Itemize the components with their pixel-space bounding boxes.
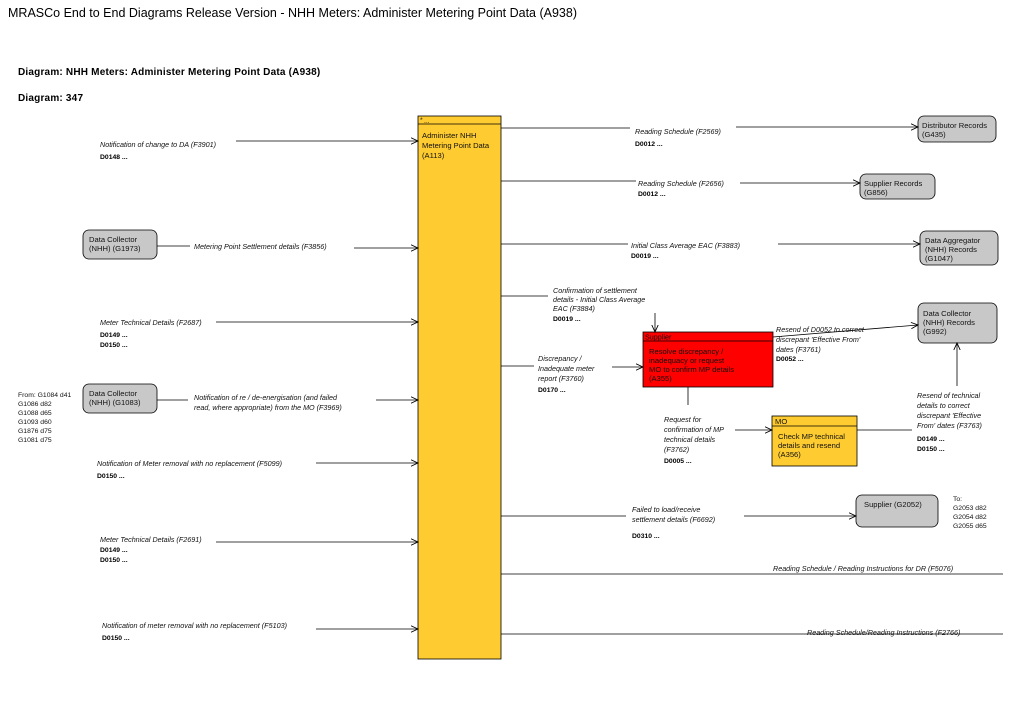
from-sources-note: From: G1084 d41 G1086 d82 G1088 d65 G1093 d60 G1876 d75 G1081 d75	[18, 392, 72, 444]
diagram-title: Diagram: NHH Meters: Administer Metering Point Data (A938)	[18, 67, 321, 78]
process-box-header: *	[420, 117, 423, 124]
svg-text:D0019 ...: D0019 ...	[553, 316, 581, 323]
process-box-a113[interactable]	[418, 116, 501, 659]
flow-f2687[interactable]	[100, 318, 418, 349]
svg-text:D0310 ...: D0310 ...	[632, 533, 660, 540]
svg-text:Notification of change to DA (: Notification of change to DA (F3901)	[100, 140, 216, 149]
svg-text:Discrepancy / Inadequate: Discrepancy / Inadequate meter report (F3760)	[538, 354, 595, 383]
supplier-process-label: Resolve discrepancy / inadequacy or request MO to confirm MP details (A355)	[649, 347, 735, 383]
svg-text:D0150 ...: D0150 ...	[100, 342, 128, 349]
entity-data-collector-g1973[interactable]	[83, 230, 157, 259]
flow-f2569[interactable]	[501, 127, 918, 148]
svg-text:Meter Technical Details (F2687: Meter Technical Details (F2687)	[100, 318, 202, 327]
page-title: MRASCo End to End Diagrams Release Version - NHH Meters: Administer Metering Point Data (A938)	[8, 6, 577, 20]
flow-f2691[interactable]	[100, 535, 418, 564]
svg-text:Notification of re / de-energi: Notification of re / de-energisation (and failed read, where appropriate) from the MO (F3969)	[194, 393, 342, 412]
flow-f2656[interactable]	[501, 179, 860, 198]
to-destinations-note: To: G2053 d82 G2054 d82 G2055 d65	[953, 496, 987, 530]
svg-text:D0149 ...: D0149 ...	[917, 436, 945, 443]
svg-text:D0148 ...: D0148 ...	[100, 154, 128, 161]
entity-data-collector-records[interactable]	[918, 303, 997, 343]
svg-text:Resend of technical deta: Resend of technical details to correct discrepant 'Effective From' dates (F3763)	[917, 391, 982, 430]
svg-text:Confirmation of settlement: Confirmation of settlement details - Initial Class Average EAC (F3884)	[553, 286, 646, 313]
svg-text:Data Aggregator (NHH) Re: Data Aggregator (NHH) Records (G1047)	[925, 236, 981, 263]
process-box-label: Administer NHH Metering Point Data (A113)	[422, 131, 490, 160]
svg-text:D0012 ...: D0012 ...	[638, 191, 666, 198]
svg-text:Initial Class Average EAC (F38: Initial Class Average EAC (F3883)	[631, 241, 741, 250]
svg-text:Distributor Records (G43: Distributor Records (G435)	[922, 121, 987, 139]
diagram-number: Diagram: 347	[18, 93, 84, 104]
flow-f5103[interactable]	[102, 621, 418, 642]
process-box-header-dots: ...	[424, 118, 430, 125]
entity-data-aggregator-records[interactable]	[920, 231, 998, 265]
mo-process-box-a356[interactable]	[772, 416, 857, 466]
svg-text:Notification of meter removal: Notification of meter removal with no replacement (F5103)	[102, 621, 287, 630]
flow-f3760[interactable]	[501, 354, 643, 394]
flow-f3762[interactable]	[664, 387, 772, 465]
svg-text:D0052 ...: D0052 ...	[776, 356, 804, 363]
entity-supplier-records[interactable]	[860, 174, 935, 199]
svg-text:Resend of D0052 to correct: Resend of D0052 to correct discrepant 'Effective From' dates (F3761)	[776, 325, 864, 354]
flow-f3856[interactable]	[157, 242, 418, 251]
entity-supplier-g2052[interactable]	[856, 495, 938, 527]
flow-f2766[interactable]	[501, 628, 1003, 637]
flow-f3763[interactable]	[857, 343, 983, 453]
svg-text:Reading Schedule / Reading Ins: Reading Schedule / Reading Instructions for DR (F5076)	[773, 564, 954, 573]
flow-f3761[interactable]	[773, 325, 918, 363]
svg-text:Metering Point Settlement deta: Metering Point Settlement details (F3856)	[194, 242, 327, 251]
flow-f3884[interactable]	[501, 286, 655, 332]
entity-data-collector-g1083[interactable]	[83, 384, 157, 413]
svg-text:Notification of Meter removal: Notification of Meter removal with no replacement (F5099)	[97, 459, 282, 468]
svg-text:Reading Schedule (F2569): Reading Schedule (F2569)	[635, 127, 721, 136]
flow-f6692[interactable]	[501, 505, 856, 540]
flow-f3883[interactable]	[501, 241, 920, 260]
flow-f5076[interactable]	[501, 564, 1003, 574]
svg-text:D0150 ...: D0150 ...	[917, 446, 945, 453]
svg-text:Data Collector (NHH) (G1: Data Collector (NHH) (G1083)	[89, 389, 141, 407]
svg-text:Failed to load/receive s: Failed to load/receive settlement details (F6692)	[632, 505, 716, 524]
flow-f3901[interactable]	[100, 140, 418, 161]
supplier-role-label: Supplier	[645, 332, 672, 342]
flow-f5099[interactable]	[97, 459, 418, 480]
svg-text:D0149 ...: D0149 ...	[100, 547, 128, 554]
supplier-process-box-a355[interactable]	[643, 332, 773, 387]
mo-process-label: Check MP technical details and resend (A356)	[778, 432, 845, 459]
svg-text:D0150 ...: D0150 ...	[97, 473, 125, 480]
svg-text:Supplier Records (G856): Supplier Records (G856)	[864, 179, 923, 197]
svg-text:Data Collector (NHH) Rec: Data Collector (NHH) Records (G992)	[923, 309, 975, 336]
svg-text:D0019 ...: D0019 ...	[631, 253, 659, 260]
svg-text:D0150 ...: D0150 ...	[102, 635, 130, 642]
svg-text:Supplier (G2052): Supplier (G2052)	[864, 500, 922, 509]
svg-text:D0170 ...: D0170 ...	[538, 387, 566, 394]
svg-text:D0005 ...: D0005 ...	[664, 458, 692, 465]
svg-text:Request for confirmation: Request for confirmation of MP technical details (F3762)	[664, 415, 724, 454]
svg-text:D0149 ...: D0149 ...	[100, 332, 128, 339]
svg-text:D0150 ...: D0150 ...	[100, 557, 128, 564]
svg-text:D0012 ...: D0012 ...	[635, 141, 663, 148]
svg-text:Reading Schedule/Reading Instr: Reading Schedule/Reading Instructions (F2766)	[807, 628, 961, 637]
mo-role-label: MO	[775, 417, 788, 426]
svg-text:Data Collector (NHH) (G1: Data Collector (NHH) (G1973)	[89, 235, 141, 253]
entity-distributor-records[interactable]	[918, 116, 996, 142]
svg-text:Meter Technical Details (F2691: Meter Technical Details (F2691)	[100, 535, 202, 544]
flow-f3969[interactable]	[157, 393, 418, 412]
svg-text:Reading Schedule (F2656): Reading Schedule (F2656)	[638, 179, 724, 188]
